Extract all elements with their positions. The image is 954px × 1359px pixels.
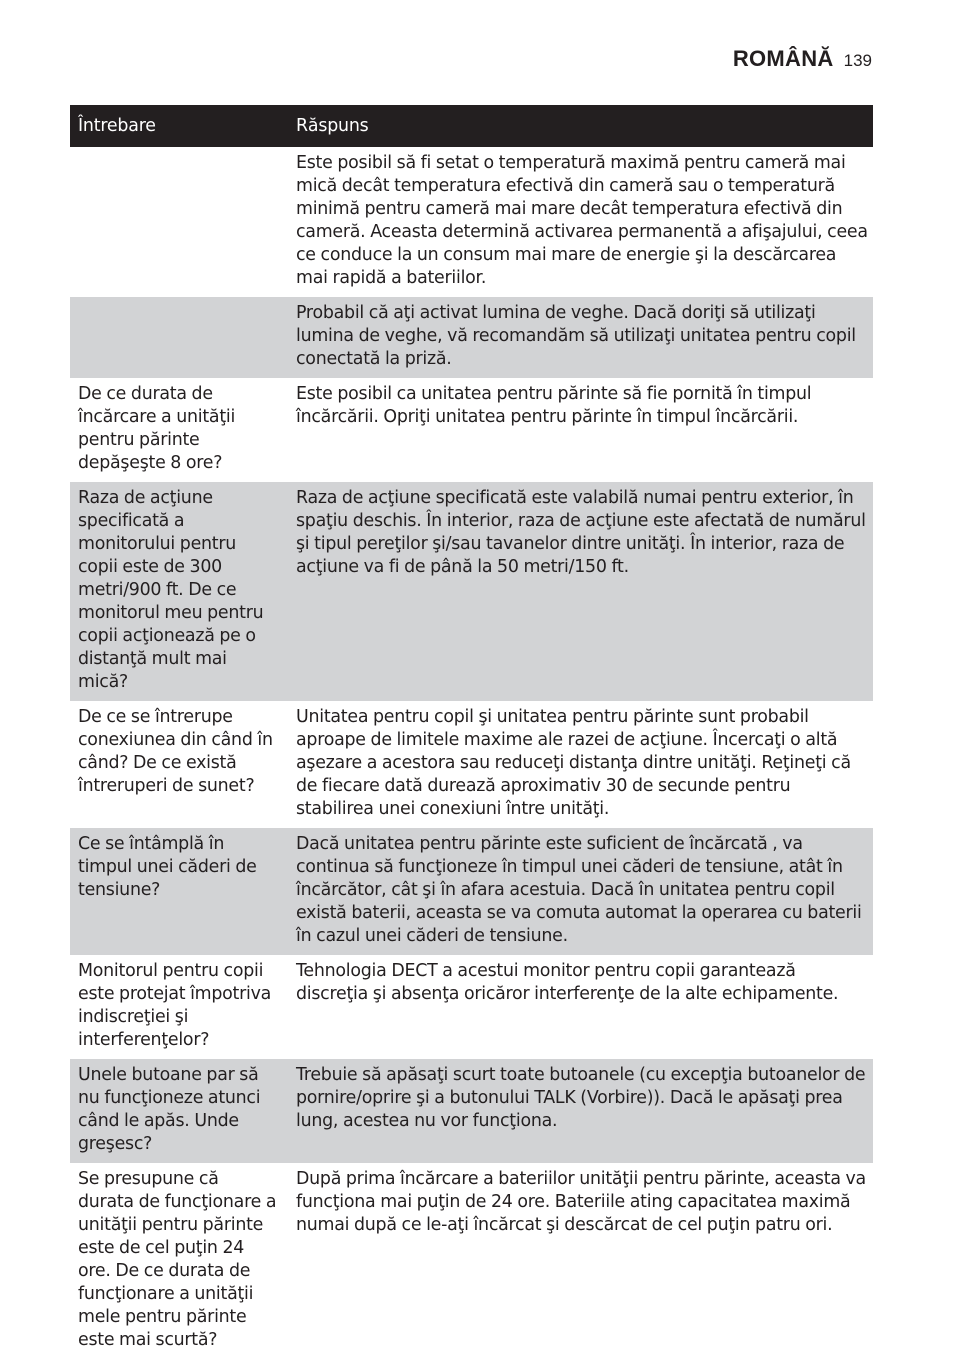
faq-table — [70, 105, 873, 1359]
question-cell: De ce se întrerupe conexiunea din când în când? De ce există întreruperi de sunet? — [78, 707, 273, 796]
answer-cell: Este posibil să fi setat o temperatură maximă pentru cameră mai mică decât temperatura efectivă din cameră sau o temperatură minimă pentru cameră mai mare decât temperatura efectivă din cameră. Aceasta determină activarea permanentă a afişajului, ceea ce conduce la un consum mai mare de energie şi la descărcarea mai rapidă a bateriilor. — [296, 153, 868, 288]
table-row — [70, 701, 873, 828]
question-cell — [70, 147, 287, 297]
question-cell: Unele butoane par să nu funcţioneze atunci când le apăs. Unde greşesc? — [70, 1059, 287, 1163]
table-row — [70, 1059, 873, 1163]
language-heading: ROMÂNĂ — [732, 46, 834, 71]
table-row — [70, 955, 873, 1059]
answer-cell: După prima încărcare a bateriilor unităţii pentru părinte, aceasta va funcţiona mai puţin de 24 ore. Bateriile ating capacitatea maximă numai după ce le-aţi încărcat şi descărcat de cel puţin patru ori. — [296, 1169, 866, 1235]
table-row — [70, 1163, 873, 1359]
answer-cell: Tehnologia DECT a acestui monitor pentru copii garantează discreţia şi absenţa oricăror interferenţe de la alte echipamente. — [296, 961, 839, 1004]
question-cell — [70, 297, 287, 378]
table-row — [70, 147, 873, 297]
table-row — [70, 297, 873, 378]
question-cell: Monitorul pentru copii este protejat împotriva indiscreţiei şi interferenţelor? — [78, 961, 272, 1050]
answer-cell: Unitatea pentru copil şi unitatea pentru părinte sunt probabil aproape de limitele maxime ale razei de acţiune. Încercaţi o altă aşezare a acestora sau reduceţi distanţa dintre unităţi. Reţineţi că de fiecare dată durează aproximativ 30 de secunde pentru stabilirea unei conexiuni între unităţi. — [296, 707, 851, 819]
page-header — [733, 46, 872, 72]
answer-cell: Probabil că aţi activat lumina de veghe. Dacă doriţi să utilizaţi lumina de veghe, vă recomandăm să utilizaţi unitatea pentru copil conectată la priză. — [287, 297, 873, 378]
answer-cell: Dacă unitatea pentru părinte este suficient de încărcată , va continua să funcţioneze în timpul unei căderi de tensiune, atât în încărcător, cât şi în afara acestuia. Dacă în unitatea pentru copil există baterii, aceasta se va comuta automat la operarea cu baterii în cazul unei căderi de tensiune. — [287, 828, 873, 955]
answer-cell: Este posibil ca unitatea pentru părinte să fie pornită în timpul încărcării. Opriţi unitatea pentru părinte în timpul încărcării. — [296, 384, 812, 427]
table-header-row — [70, 105, 873, 147]
column-header-question: Întrebare — [70, 105, 287, 147]
question-cell: Ce se întâmplă în timpul unei căderi de tensiune? — [70, 828, 287, 955]
question-cell: Raza de acţiune specificată a monitorului pentru copii este de 300 metri/900 ft. De ce monitorul meu pentru copii acţionează pe o distanţă mult mai mică? — [70, 482, 287, 701]
table-row — [70, 378, 873, 482]
question-cell: De ce durata de încărcare a unităţii pentru părinte depăşeşte 8 ore? — [78, 384, 236, 473]
answer-cell: Trebuie să apăsaţi scurt toate butoanele (cu excepţia butoanelor de pornire/oprire şi a butonului TALK (Vorbire)). Dacă le apăsaţi prea lung, acestea nu vor funcţiona. — [287, 1059, 873, 1163]
table-row — [70, 482, 873, 701]
question-cell: Se presupune că durata de funcţionare a unităţii pentru părinte este de cel puţin 24 ore. De ce durata de funcţionare a unităţii mele pentru părinte este mai scurtă? — [78, 1169, 277, 1350]
page-number: 139 — [843, 51, 872, 70]
answer-cell: Raza de acţiune specificată este valabilă numai pentru exterior, în spaţiu deschis. În interior, raza de acţiune este afectată de numărul şi tipul pereţilor şi/sau tavanelor dintre unităţi. În interior, raza de acţiune va fi de până la 50 metri/150 ft. — [287, 482, 873, 701]
column-header-answer: Răspuns — [287, 105, 873, 147]
table-row — [70, 828, 873, 955]
